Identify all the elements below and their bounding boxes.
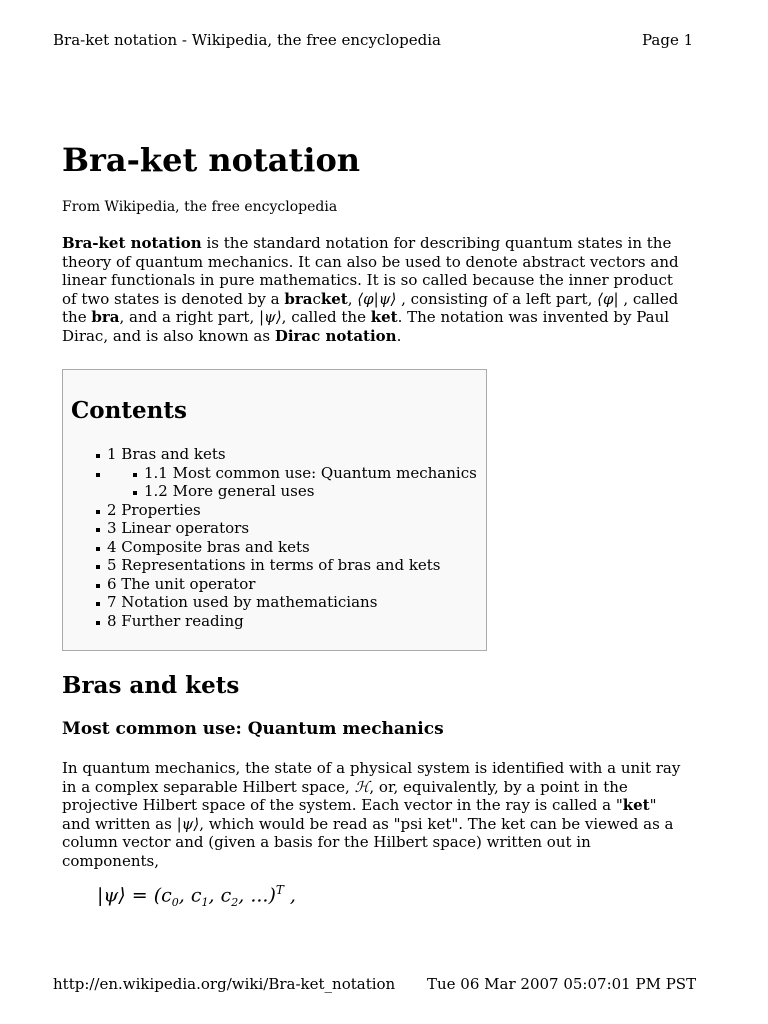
term-bra: bra [91,308,120,326]
table-of-contents [62,369,487,651]
print-header-page-number: Page 1 [642,31,694,49]
toc-item-bras-and-kets[interactable]: 1 Bras and kets [107,445,477,464]
term-ket: ket [370,308,398,326]
toc-item-representations[interactable]: 5 Representations in terms of bras and kets [107,556,477,575]
print-footer-timestamp: Tue 06 Mar 2007 05:07:01 PM PST [427,975,697,993]
bra-fragment: bra [284,289,313,308]
article-title: Bra-ket notation [62,141,361,179]
toc-list [107,445,477,630]
quantum-mechanics-paragraph: In quantum mechanics, the state of a physical system is identified with a unit ray in a complex separable Hilbert space, ℋ, or, equivalently, by a point in the projective Hilbert space of the system. Each vector in the ray is called a "ket" and written as |ψ⟩, which would be read as "psi ket". The ket can be viewed as a column vector and (given a basis for the Hilbert space) written out in components, [62,759,681,870]
toc-item-quantum-mechanics[interactable]: 1.1 Most common use: Quantum mechanics 1.2 More general uses [107,464,477,501]
print-footer-url: http://en.wikipedia.org/wiki/Bra-ket_notation [53,975,396,993]
toc-item-properties[interactable]: 2 Properties [107,501,477,520]
article-source-line: From Wikipedia, the free encyclopedia [62,199,338,215]
toc-item-unit-operator[interactable]: 6 The unit operator [107,575,477,594]
ket-fragment: ket [320,289,348,308]
subsection-heading-quantum-mechanics: Most common use: Quantum mechanics [62,719,444,739]
term-dirac-notation: Dirac notation [274,326,397,345]
psi-ket-formula: |ψ⟩ [176,814,200,833]
ket-formula: |ψ⟩ [259,308,282,326]
intro-paragraph: Bra-ket notation is the standard notation for describing quantum states in the theory of quantum mechanics. It can also be used to denote abstract vectors and linear functionals in pure mathematics. It is so called because the inner product of two states is denoted by a bracket, ⟨φ|ψ⟩ , consisting of a left part, ⟨φ| , called the bra, and a right part, |ψ⟩, called the ket. The notation was invented by Paul Dirac, and is also known as Dirac notation. [62,234,679,345]
toc-item-further-reading[interactable]: 8 Further reading [107,612,477,631]
print-header-title: Bra-ket notation - Wikipedia, the free encyclopedia [53,31,441,49]
bra-formula: ⟨φ| [597,289,619,308]
toc-item-composite-bras-kets[interactable]: 4 Composite bras and kets [107,538,477,557]
braket-formula: ⟨φ|ψ⟩ [357,289,397,308]
toc-item-mathematicians-notation[interactable]: 7 Notation used by mathematicians [107,593,477,612]
column-vector-equation: |ψ⟩ = ($c_0$, $c_1$, $c_2$, ...)$^T$ , [97,883,296,910]
toc-heading: Contents [71,397,187,424]
toc-item-linear-operators[interactable]: 3 Linear operators [107,519,477,538]
hilbert-space-symbol: ℋ [354,777,370,796]
section-heading-bras-and-kets: Bras and kets [62,672,240,699]
toc-item-general-uses[interactable]: 1.2 More general uses [144,482,477,501]
term-bra-ket-notation: Bra-ket notation [62,234,202,252]
term-ket: ket [622,796,650,814]
